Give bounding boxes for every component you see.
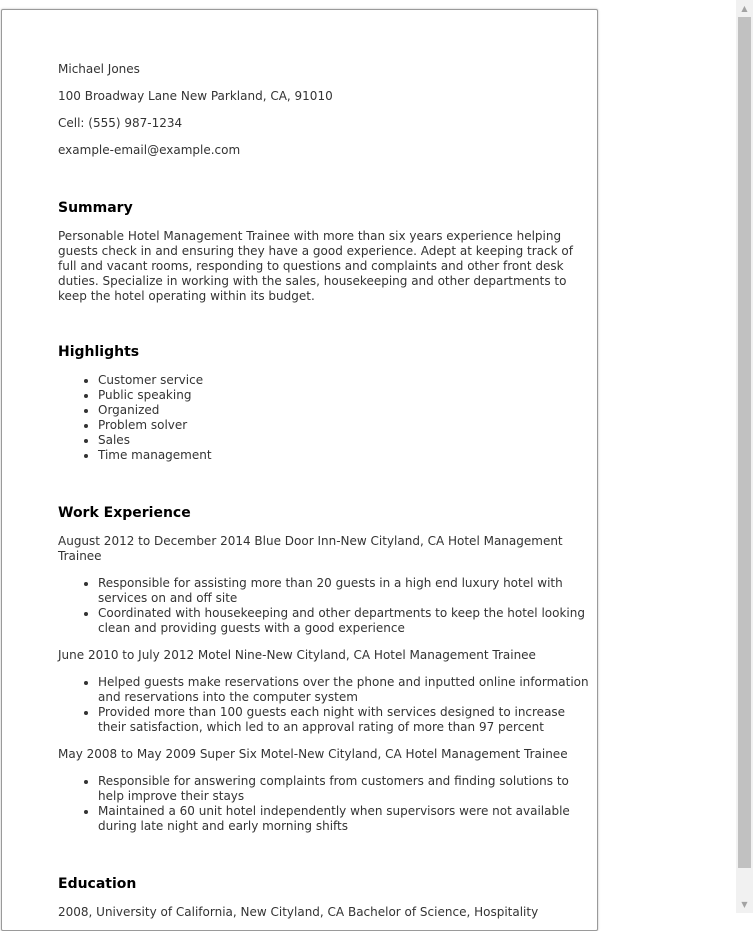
education-heading: Education xyxy=(58,876,137,892)
arrow-down-icon[interactable]: ▼ xyxy=(741,900,748,909)
job-bullet: • Maintained a 60 unit hotel independently when supervisors were not available during late night and early morning shifts xyxy=(98,804,593,834)
contact-address: 100 Broadway Lane New Parkland, CA, 91010 xyxy=(58,89,333,103)
job-bullet: • Coordinated with housekeeping and other departments to keep the hotel looking clean and providing guests with a good experience xyxy=(98,606,593,636)
highlights-section xyxy=(58,344,593,463)
education-section xyxy=(58,876,593,920)
experience-heading: Work Experience xyxy=(58,505,191,521)
highlight-item: • Customer service xyxy=(98,373,593,388)
contact-email: example-email@example.com xyxy=(58,143,241,157)
vertical-scrollbar[interactable] xyxy=(736,0,753,913)
resume-page xyxy=(1,9,598,931)
job-header: May 2008 to May 2009 Super Six Motel-New Cityland, CA Hotel Management Trainee xyxy=(58,747,568,761)
job-bullet: • Helped guests make reservations over the phone and inputted online information and reservations into the computer system xyxy=(98,675,593,705)
highlight-item: • Time management xyxy=(98,448,593,463)
arrow-up-icon[interactable]: ▲ xyxy=(741,4,748,13)
highlight-item: • Public speaking xyxy=(98,388,593,403)
job-bullets xyxy=(58,675,593,735)
resume-content xyxy=(58,62,593,920)
highlight-item: • Organized xyxy=(98,403,593,418)
job-header: June 2010 to July 2012 Motel Nine-New Cityland, CA Hotel Management Trainee xyxy=(58,648,536,662)
experience-section xyxy=(58,505,593,834)
job-bullet: • Responsible for assisting more than 20 guests in a high end luxury hotel with services on and off site xyxy=(98,576,593,606)
contact-cell: Cell: (555) 987-1234 xyxy=(58,116,183,130)
highlights-heading: Highlights xyxy=(58,344,140,360)
highlights-list xyxy=(58,373,593,463)
contact-name: Michael Jones xyxy=(58,62,140,76)
scrollbar-thumb[interactable] xyxy=(738,17,751,868)
summary-heading: Summary xyxy=(58,200,133,216)
highlight-item: • Sales xyxy=(98,433,593,448)
job-entry xyxy=(58,534,593,636)
job-bullet: • Provided more than 100 guests each night with services designed to increase their satisfaction, which led to an approval rating of more than 97 percent xyxy=(98,705,593,735)
job-bullet: • Responsible for answering complaints from customers and finding solutions to help improve their stays xyxy=(98,774,593,804)
highlight-item: • Problem solver xyxy=(98,418,593,433)
summary-section xyxy=(58,200,593,304)
job-entry xyxy=(58,747,593,834)
job-bullets xyxy=(58,576,593,636)
job-header: August 2012 to December 2014 Blue Door Inn-New Cityland, CA Hotel Management Trainee xyxy=(58,534,563,563)
job-bullets xyxy=(58,774,593,834)
job-entry xyxy=(58,648,593,735)
contact-block xyxy=(58,62,593,158)
summary-text: Personable Hotel Management Trainee with more than six years experience helping guests check in and ensuring they have a good experience. Adept at keeping track of full and vacant rooms, responding to questions and complaints and other front desk duties. Specialize in working with the sales, housekeeping and other departments to keep the hotel operating within its budget. xyxy=(58,229,573,303)
education-text: 2008, University of California, New Cityland, CA Bachelor of Science, Hospitality xyxy=(58,905,539,919)
